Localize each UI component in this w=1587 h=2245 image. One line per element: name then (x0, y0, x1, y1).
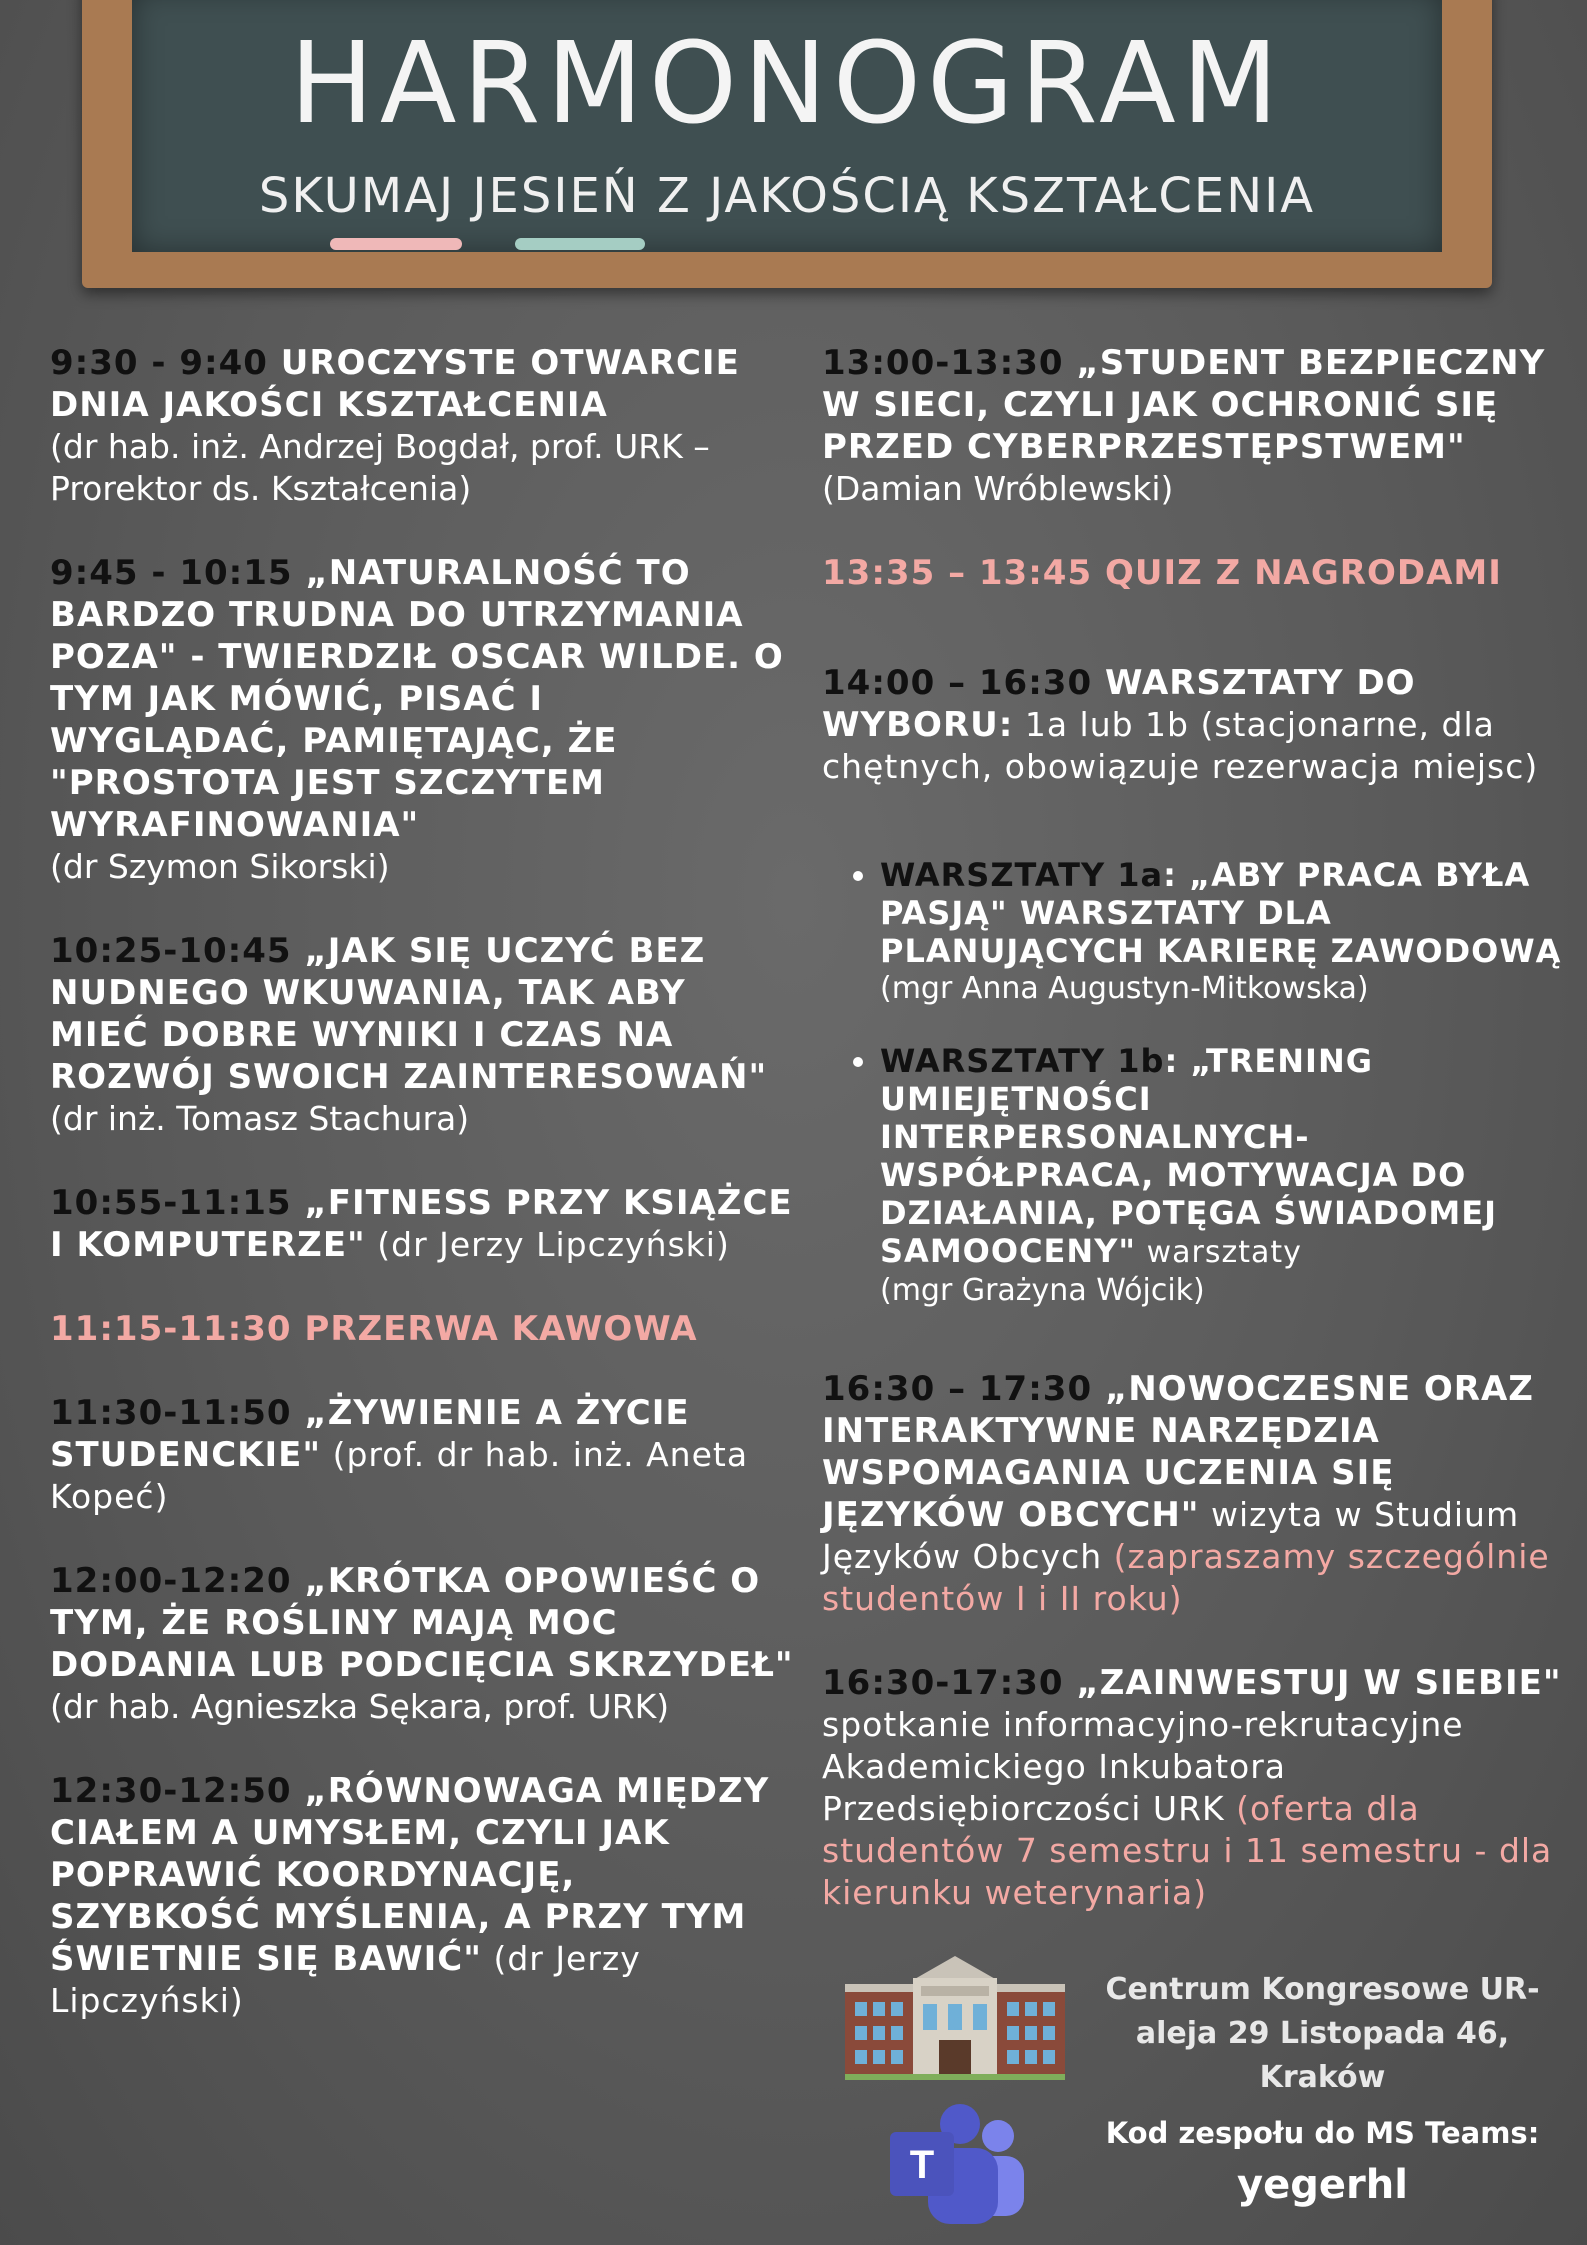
venue-address (1085, 1968, 1560, 2100)
item-speaker: (dr hab. inż. Andrzej Bogdał, prof. URK – Prorektor ds. Kształcenia) (50, 427, 710, 508)
page-subtitle: SKUMAJ JESIEŃ Z JAKOŚCIĄ KSZTAŁCENIA (258, 168, 1316, 224)
item-time: 9:45 - 10:15 (50, 553, 293, 593)
workshop-speaker: (mgr Anna Augustyn-Mitkowska) (880, 971, 1369, 1006)
item-title: „JAK SIĘ UCZYĆ BEZ NUDNEGO WKUWANIA, TAK ABY MIEĆ DOBRE WYNIKI I CZAS NA ROZWÓJ SWOICH ZAINTERESOWAŃ" (50, 931, 768, 1097)
item-time: 16:30 – 17:30 (822, 1369, 1093, 1409)
item-title: „NATURALNOŚĆ TO BARDZO TRUDNA DO UTRZYMANIA POZA" - TWIERDZIŁ OSCAR WILDE. O TYM JAK MÓWIĆ, PISAĆ I WYGLĄDAĆ, PAMIĘTAJĄC, ŻE "PROSTOTA JEST SZCZYTEM WYRAFINOWANIA" (50, 553, 784, 845)
item-description: 1a lub 1b (stacjonarne, dla chętnych, obowiązuje rezerwacja miejsc) (822, 705, 1539, 786)
schedule-item-naturalnosc (50, 552, 795, 888)
item-description: spotkanie informacyjno-rekrutacyjne Akademickiego Inkubatora Przedsiębiorczości URK (822, 1705, 1464, 1828)
teal-chalk-stick (515, 238, 645, 250)
schedule-right-column (822, 342, 1562, 1956)
schedule-item-opening (50, 342, 795, 510)
workshop-list (822, 856, 1562, 1310)
schedule-item-rownowaga (50, 1770, 795, 2022)
workshop-label: WARSZTATY 1b (880, 1042, 1165, 1080)
item-time: 10:55-11:15 (50, 1183, 292, 1223)
workshop-speaker: (mgr Grażyna Wójcik) (880, 1273, 1205, 1308)
workshop-label: WARSZTATY 1a (880, 856, 1164, 894)
schedule-item-jezyki (822, 1368, 1562, 1620)
item-title: „STUDENT BEZPIECZNY W SIECI, CZYLI JAK OCHRONIĆ SIĘ PRZED CYBERPRZESTĘPSTWEM" (822, 343, 1546, 467)
workshop-1a (880, 856, 1562, 1008)
item-title: WARSZTATY DO WYBORU: (822, 663, 1416, 745)
item-time: 12:00-12:20 (50, 1561, 292, 1601)
item-speaker: (dr Szymon Sikorski) (50, 847, 390, 886)
venue-line-2: aleja 29 Listopada 46, Kraków (1135, 2016, 1510, 2095)
workshop-title: : „TRENING UMIEJĘTNOŚCI INTERPERSONALNYCH- WSPÓŁPRACA, MOTYWACJA DO DZIAŁANIA, POTĘGA ŚWIADOMEJ SAMOOCENY" (880, 1042, 1497, 1270)
workshop-title: : „ABY PRACA BYŁA PASJĄ" WARSZTATY DLA PLANUJĄCYCH KARIERĘ ZAWODOWĄ (880, 856, 1562, 970)
schedule-left-column (50, 342, 795, 2064)
pink-chalk-stick (330, 238, 462, 250)
teams-code: yegerhl (1237, 2162, 1408, 2208)
venue-line-1: Centrum Kongresowe UR- (1105, 1972, 1540, 2007)
item-description: wizyta w Studium Języków Obcych (822, 1495, 1520, 1576)
schedule-item-zywienie (50, 1392, 795, 1518)
item-time: 12:30-12:50 (50, 1771, 292, 1811)
workshop-1b (880, 1042, 1562, 1310)
item-speaker: (dr Jerzy Lipczyński) (50, 1939, 641, 2020)
teams-icon-letter: T (909, 2143, 935, 2187)
schedule-item-nauka (50, 930, 795, 1140)
item-time: 13:00-13:30 (822, 343, 1064, 383)
teams-code-label: Kod zespołu do MS Teams: (1105, 2116, 1540, 2150)
item-title: „ŻYWIENIE A ŻYCIE STUDENCKIE" (50, 1393, 690, 1475)
schedule-item-zainwestuj (822, 1662, 1562, 1914)
item-speaker: (prof. dr hab. inż. Aneta Kopeć) (50, 1435, 749, 1516)
item-title: „KRÓTKA OPOWIEŚĆ O TYM, ŻE ROŚLINY MAJĄ MOC DODANIA LUB PODCIĘCIA SKRZYDEŁ" (50, 1561, 794, 1685)
item-audience-note: (oferta dla studentów 7 semestru i 11 semestru - dla kierunku weterynaria) (822, 1789, 1553, 1912)
page-title: HARMONOGRAM (289, 19, 1285, 149)
schedule-item-rosliny (50, 1560, 795, 1728)
university-building-icon (845, 1950, 1065, 2080)
item-speaker: (dr inż. Tomasz Stachura) (50, 1099, 470, 1138)
workshop-type: warsztaty (1136, 1235, 1302, 1270)
schedule-item-student-bezpieczny (822, 342, 1562, 510)
schedule-item-quiz (822, 552, 1562, 594)
item-title: „FITNESS PRZY KSIĄŻCE I KOMPUTERZE" (50, 1183, 793, 1265)
item-speaker: (dr Jerzy Lipczyński) (365, 1225, 730, 1264)
item-time: 10:25-10:45 (50, 931, 292, 971)
quiz-label: 13:35 – 13:45 QUIZ Z NAGRODAMI (822, 553, 1502, 593)
schedule-item-warsztaty (822, 662, 1562, 788)
schedule-item-coffee-break (50, 1308, 795, 1350)
coffee-break-label: 11:15-11:30 PRZERWA KAWOWA (50, 1309, 698, 1349)
item-title: „NOWOCZESNE ORAZ INTERAKTYWNE NARZĘDZIA WSPOMAGANIA UCZENIA SIĘ JĘZYKÓW OBCYCH" (822, 1369, 1534, 1535)
item-audience-note: (zapraszamy szczególnie studentów I i II roku) (822, 1537, 1550, 1618)
ms-teams-icon (880, 2100, 1030, 2230)
schedule-item-fitness (50, 1182, 795, 1266)
item-title: „ZAINWESTUJ W SIEBIE" (1063, 1663, 1562, 1703)
item-time: 11:30-11:50 (50, 1393, 292, 1433)
item-time: 14:00 – 16:30 (822, 663, 1093, 703)
item-speaker: (dr hab. Agnieszka Sękara, prof. URK) (50, 1687, 670, 1726)
item-time: 16:30-17:30 (822, 1663, 1064, 1703)
item-title: „RÓWNOWAGA MIĘDZY CIAŁEM A UMYSŁEM, CZYLI JAK POPRAWIĆ KOORDYNACJĘ, SZYBKOŚĆ MYŚLENIA, A PRZY TYM ŚWIETNIE SIĘ BAWIĆ" (50, 1771, 770, 1979)
item-speaker: (Damian Wróblewski) (822, 469, 1174, 508)
item-title: UROCZYSTE OTWARCIE DNIA JAKOŚCI KSZTAŁCENIA (50, 343, 740, 425)
item-time: 9:30 - 9:40 (50, 343, 268, 383)
